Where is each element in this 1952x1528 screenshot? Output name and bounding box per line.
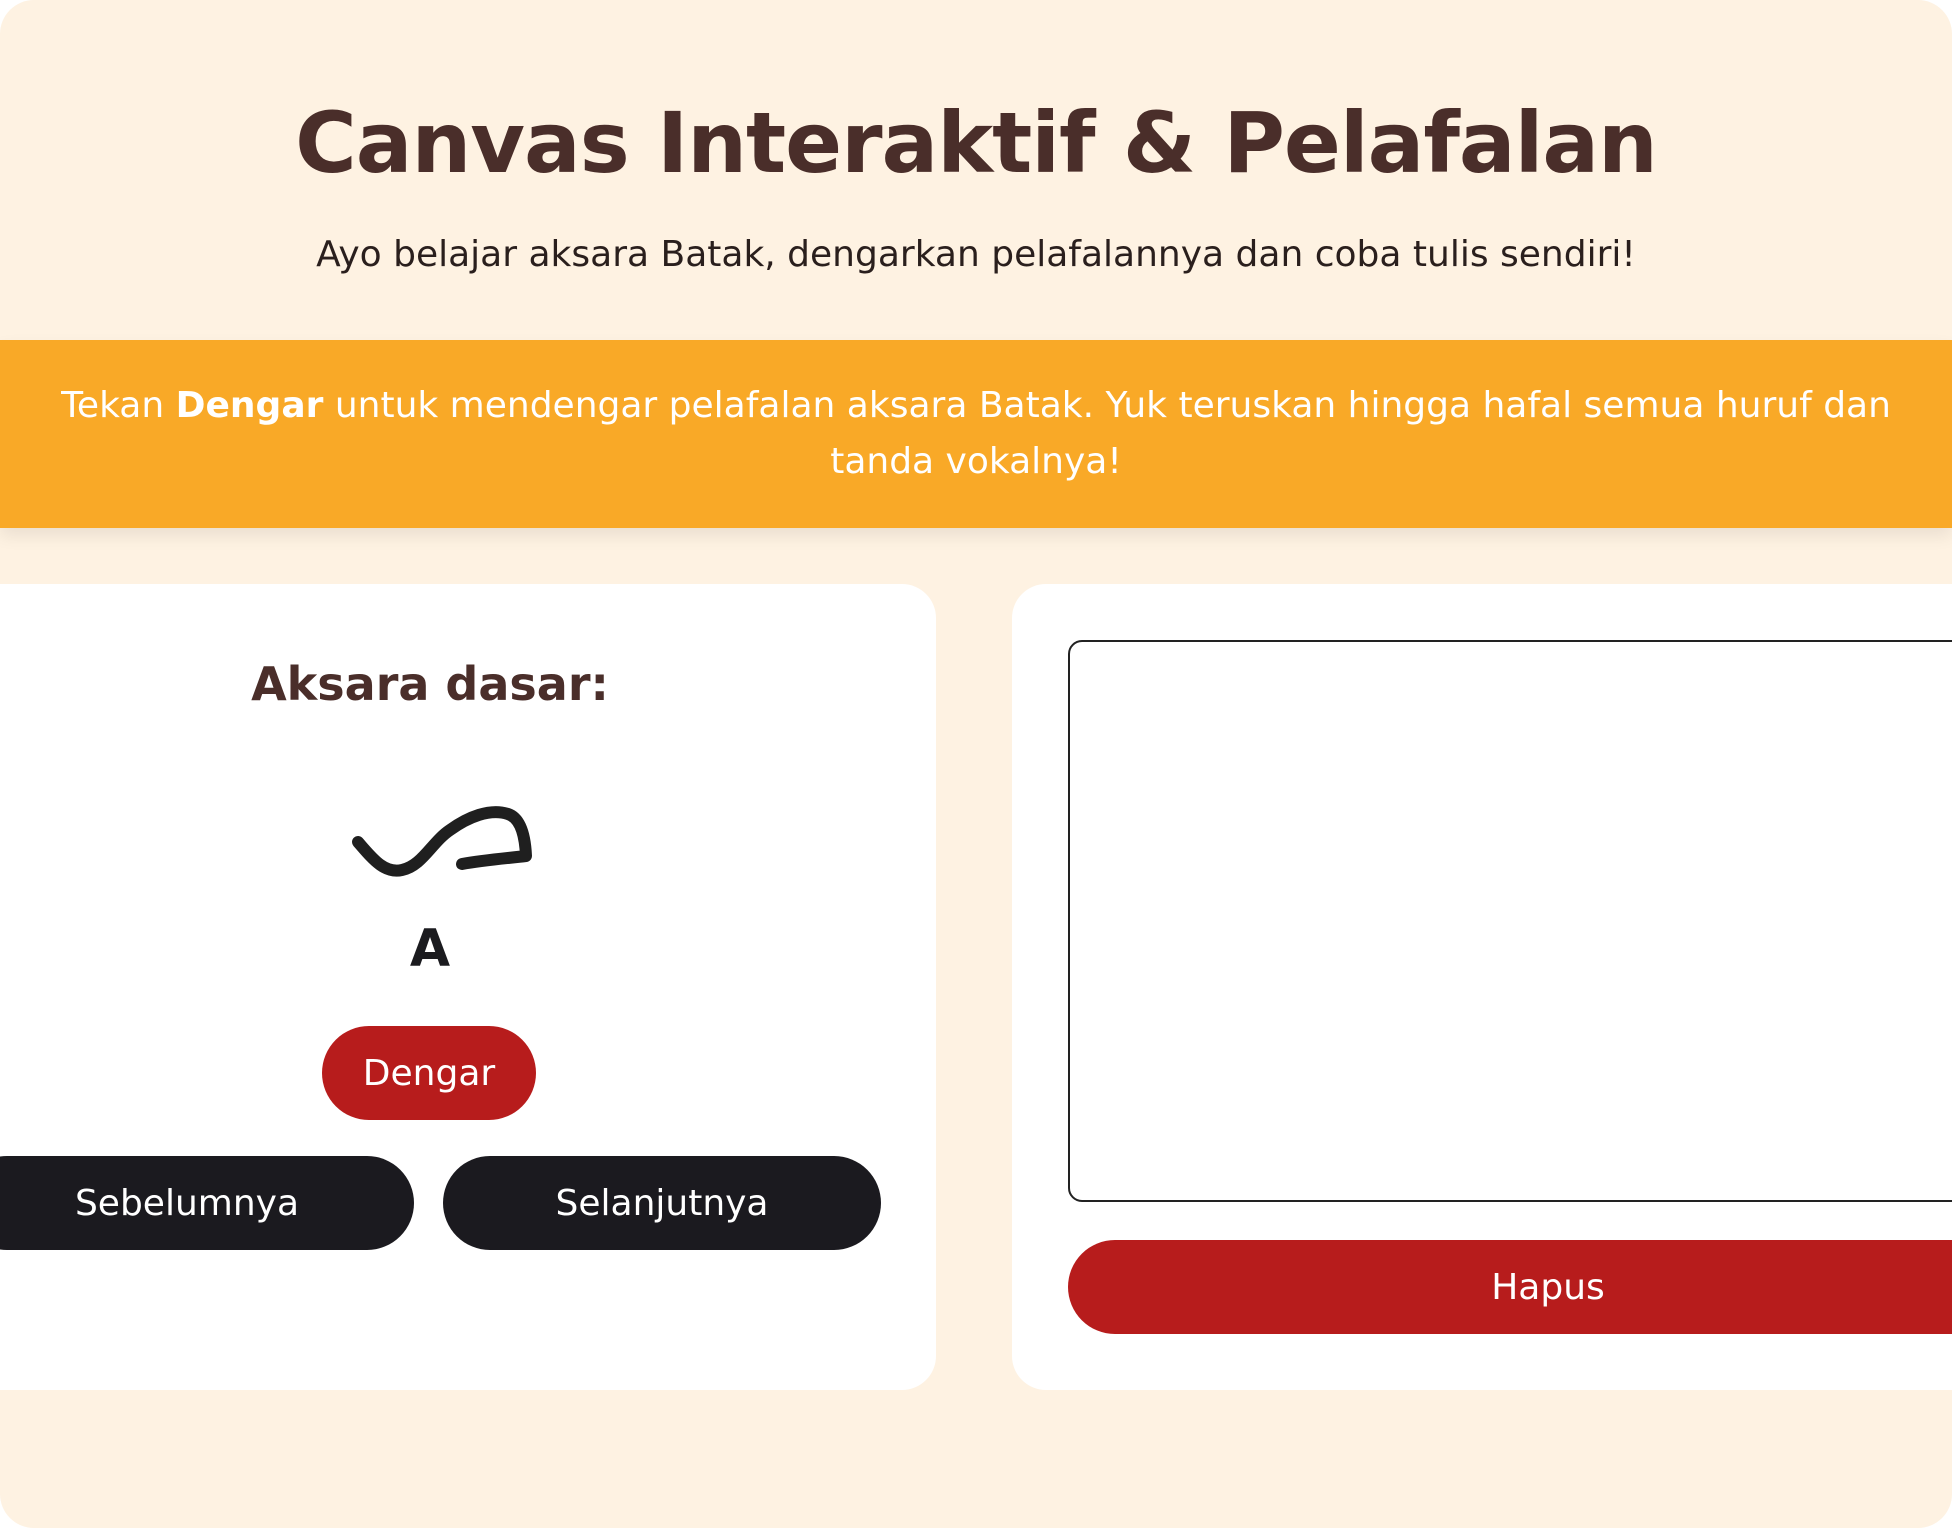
instruction-banner: [0, 340, 1952, 528]
previous-button[interactable]: Sebelumnya: [0, 1156, 414, 1250]
page-subtitle: Ayo belajar aksara Batak, dengarkan pelafalannya dan coba tulis sendiri!: [316, 234, 1636, 275]
banner-text-before: Tekan: [61, 385, 176, 426]
latin-transliteration: A: [409, 919, 451, 979]
drawing-card: [1012, 584, 1952, 1390]
banner-bold-text: Dengar: [175, 385, 324, 426]
banner-line-1: [0, 378, 1952, 434]
banner-line-2: tanda vokalnya!: [830, 441, 1122, 482]
drawing-canvas[interactable]: [1068, 640, 1952, 1202]
next-button[interactable]: Selanjutnya: [443, 1156, 881, 1250]
letter-card: [0, 584, 936, 1390]
batak-letter-a-glyph: [350, 784, 540, 894]
letter-card-heading: Aksara dasar:: [251, 657, 609, 711]
clear-button[interactable]: Hapus: [1068, 1240, 1952, 1334]
banner-text-after: untuk mendengar pelafalan aksara Batak. Yuk teruskan hingga hafal semua huruf dan: [323, 385, 1891, 426]
page-title: Canvas Interaktif & Pelafalan: [295, 94, 1657, 192]
listen-button[interactable]: Dengar: [322, 1026, 536, 1120]
